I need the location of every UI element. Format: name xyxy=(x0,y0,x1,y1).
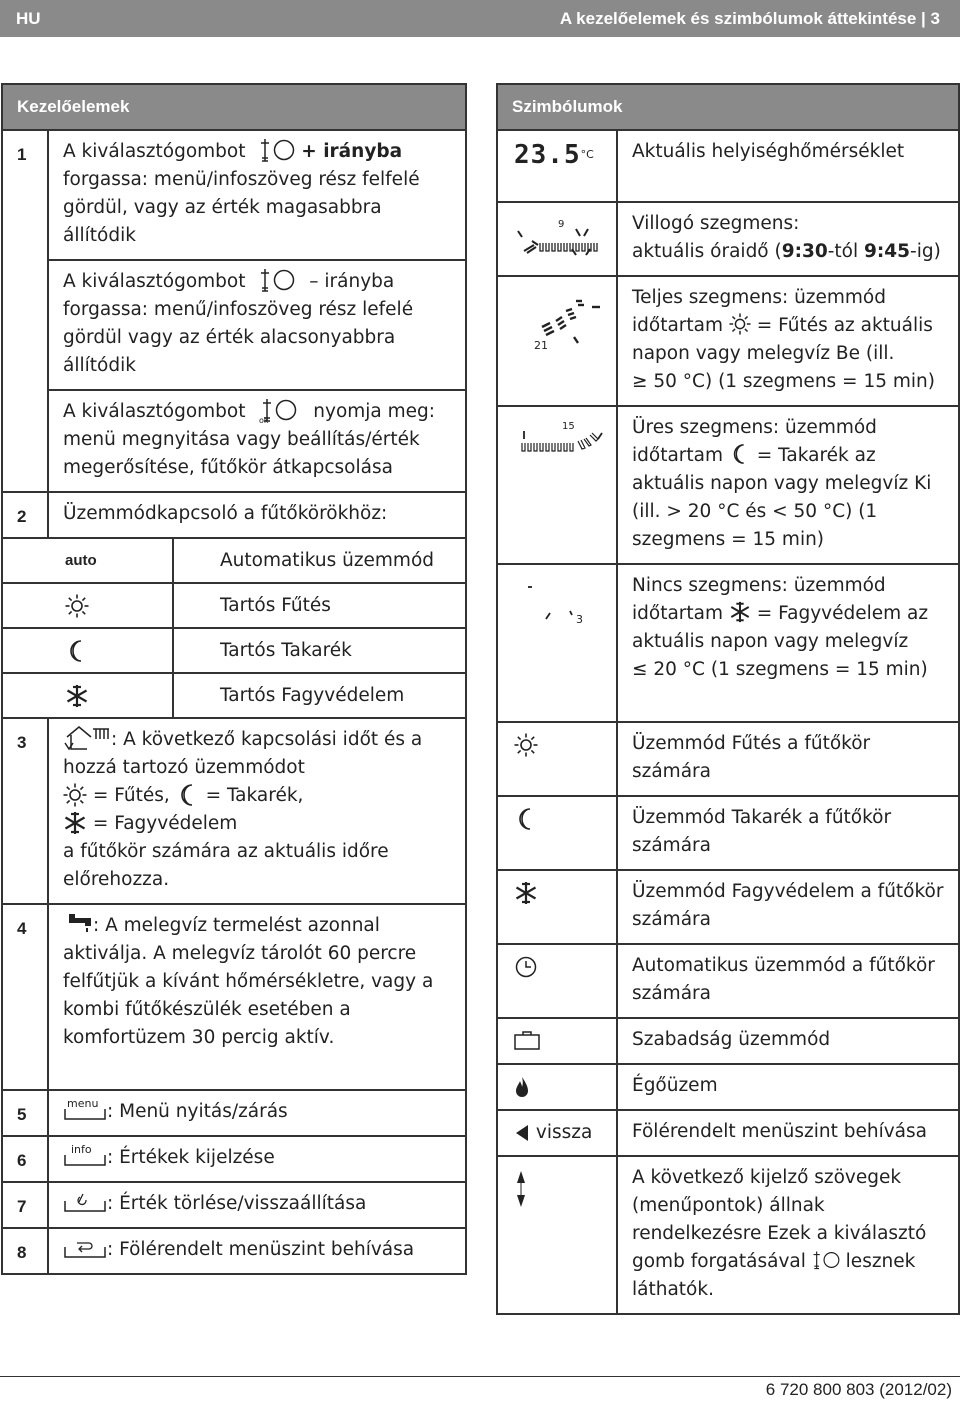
auto-icon: auto xyxy=(65,552,97,569)
empty-segment-icon xyxy=(497,406,617,564)
mode-switch-heading: Üzemmódkapcsoló a fűtőkörökhöz: xyxy=(63,503,388,524)
flame-icon xyxy=(497,1064,617,1110)
symbol-description: Villogó szegmens: aktuális óraidő (9:30-tól 9:45-ig) xyxy=(617,202,959,276)
sun-icon xyxy=(65,594,89,618)
symbol-description: Automatikus üzemmód a fűtőkör számára xyxy=(617,944,959,1018)
info-key-icon: info xyxy=(63,1145,107,1167)
selector-knob-ok-icon xyxy=(259,396,299,424)
mode-option[interactable]: Tartós Fagyvédelem xyxy=(3,673,465,717)
symbol-description: Üzemmód Fagyvédelem a fűtőkör számára xyxy=(617,870,959,944)
blinking-segment-icon xyxy=(497,202,617,276)
moon-icon xyxy=(729,443,751,465)
menu-key-icon: menu xyxy=(63,1099,107,1121)
page-title: A kezelőelemek és szimbólumok áttekintése | 3 xyxy=(559,9,940,28)
selector-knob-icon xyxy=(259,136,295,164)
controls-table-title: Kezelőelemek xyxy=(2,84,466,130)
row-number: 1 xyxy=(2,130,48,492)
reset-button-description: : Érték törlése/visszaállítása xyxy=(48,1182,466,1228)
row-number: 3 xyxy=(2,718,48,904)
suitcase-icon xyxy=(497,1018,617,1064)
symbols-table-title: Szimbólumok xyxy=(497,84,959,130)
svg-text:3: 3 xyxy=(576,613,583,625)
sun-icon xyxy=(63,783,87,807)
symbols-table xyxy=(496,83,960,1315)
knob-minus-description: A kiválasztógombot – irányba forgassa: menű/infoszöveg rész lefelé gördül vagy az érték alacsonyabbra állítódik xyxy=(48,260,466,390)
mode-option[interactable]: Tartós Takarék xyxy=(3,628,465,673)
sun-icon xyxy=(497,722,617,796)
symbol-description: Üres szegmens: üzemmód időtartam = Takarék az aktuális napon vagy melegvíz Ki (ill. > 20 °C és < 50 °C) (1 szegmens = 15 min) xyxy=(617,406,959,564)
mode-switch-options xyxy=(3,539,465,717)
clock-icon xyxy=(497,944,617,1018)
symbol-description: Szabadság üzemmód xyxy=(617,1018,959,1064)
svg-text:21: 21 xyxy=(534,339,548,352)
symbol-description: Nincs szegmens: üzemmód időtartam = Fagyvédelem az aktuális napon vagy melegvíz ≤ 20 °C (1 szegmens = 15 min) xyxy=(617,564,959,722)
symbol-description: Teljes szegmens: üzemmód időtartam = Fűtés az aktuális napon vagy melegvíz Be (ill. ≥ 50 °C) (1 szegmens = 15 min) xyxy=(617,276,959,406)
full-segment-icon xyxy=(497,276,617,406)
back-button-description: : Fölérendelt menüszint behívása xyxy=(48,1228,466,1274)
advance-home-icon xyxy=(63,725,111,751)
moon-icon xyxy=(497,796,617,870)
temperature-display-icon: $23.5^{^\circ C}$ xyxy=(497,130,617,202)
symbol-description: Fölérendelt menüszint behívása xyxy=(617,1110,959,1156)
no-segment-icon xyxy=(497,564,617,722)
snowflake-icon xyxy=(729,601,751,623)
snowflake-icon xyxy=(497,870,617,944)
svg-text:9: 9 xyxy=(558,219,565,230)
row-number: 7 xyxy=(2,1182,48,1228)
scroll-arrows-icon xyxy=(497,1156,617,1314)
hot-water-button-description: : A melegvíz termelést azonnal aktiválja. A melegvíz tárolót 60 percre felfűtjük a kívánt hőmérsékletre, vagy a kombi fűtőkészülék esetében a komfortüzem 30 percig aktív. xyxy=(48,904,466,1090)
mode-option[interactable]: Tartós Fűtés xyxy=(3,583,465,628)
page-header xyxy=(0,0,960,37)
mode-option[interactable]: auto Automatikus üzemmód xyxy=(3,539,465,583)
reset-key-icon xyxy=(63,1191,107,1213)
footer-rule xyxy=(0,1376,960,1377)
document-number: 6 720 800 803 (2012/02) xyxy=(765,1380,952,1399)
controls-table xyxy=(1,83,467,1275)
svg-text:ok: ok xyxy=(259,416,269,424)
row-number: 5 xyxy=(2,1090,48,1136)
symbol-description: Égőüzem xyxy=(617,1064,959,1110)
language-code: HU xyxy=(16,9,41,28)
row-number: 8 xyxy=(2,1228,48,1274)
menu-button-description: menu : Menü nyitás/zárás xyxy=(48,1090,466,1136)
knob-press-description: A kiválasztógombot ok nyomja meg: menü megnyitása vagy beállítás/érték megerősítése, fűtőkör átkapcsolása xyxy=(48,390,466,492)
selector-knob-icon xyxy=(812,1248,840,1272)
symbol-description: Aktuális helyiséghőmérséklet xyxy=(617,130,959,202)
hot-water-tap-icon xyxy=(63,912,93,934)
moon-icon xyxy=(65,639,89,663)
snowflake-icon xyxy=(63,811,87,835)
knob-plus-description: A kiválasztógombot + irányba forgassa: menü/infoszöveg rész felfelé gördül, vagy az érték magasabbra állítódik xyxy=(48,130,466,260)
snowflake-icon xyxy=(65,684,89,708)
symbol-description: A következő kijelző szövegek (menűpontok) állnak rendelkezésre Ezek a kiválasztó gomb forgatásával lesznek láthatók. xyxy=(617,1156,959,1314)
row-number: 6 xyxy=(2,1136,48,1182)
back-arrow-icon: vissza xyxy=(497,1110,617,1156)
svg-text:15: 15 xyxy=(562,421,575,432)
sun-icon xyxy=(729,313,751,335)
row-number: 2 xyxy=(2,492,48,538)
back-key-icon xyxy=(63,1237,107,1259)
symbol-description: Üzemmód Takarék a fűtőkör számára xyxy=(617,796,959,870)
row-number: 4 xyxy=(2,904,48,1090)
symbol-description: Üzemmód Fűtés a fűtőkör számára xyxy=(617,722,959,796)
selector-knob-icon xyxy=(259,266,295,294)
moon-icon xyxy=(176,783,200,807)
advance-button-description: : A következő kapcsolási időt és a hozzá tartozó üzemmódot = Fűtés, = Takarék, = Fagyvédelem a fűtőkör számára az aktuális időre előrehozza. xyxy=(48,718,466,904)
info-button-description: info : Értékek kijelzése xyxy=(48,1136,466,1182)
